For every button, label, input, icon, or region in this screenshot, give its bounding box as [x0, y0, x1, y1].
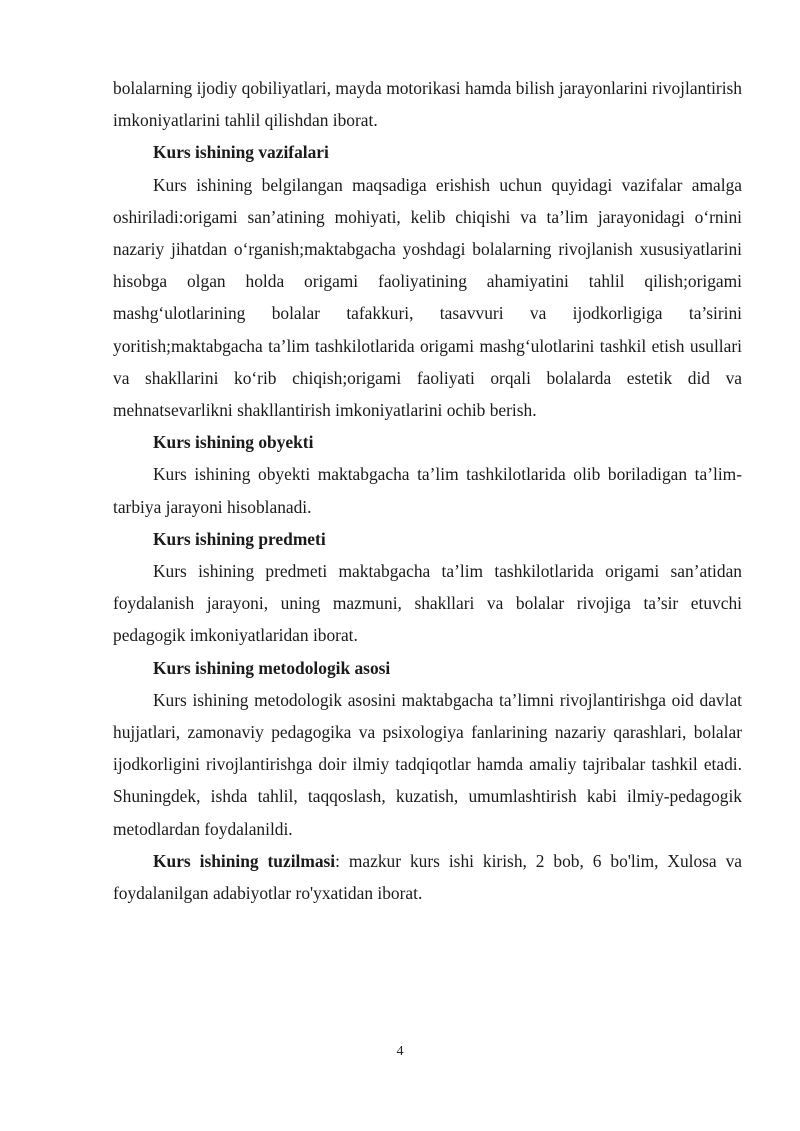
heading-metodologik-asos: Kurs ishining metodologik asosi	[153, 657, 391, 678]
heading-vazifalar: Kurs ishining vazifalari	[153, 142, 329, 163]
paragraph-vazifalar: Kurs ishining belgilangan maqsadiga erishish uchun quyidagi vazifalar amalga oshiriladi:origami san’atining mohiyati, kelib chiqishi va ta’lim jarayonidagi o‘rnini nazariy jihatdan o‘rganish;maktabgacha yoshdagi bolalarning rivojlanish xususiyatlarini hisobga olgan holda origami faoliyatining ahamiyatini tahlil qilish;origami mashg‘ulotlarining bolalar tafakkuri, tasavvuri va ijodkorligiga ta’sirini yoritish;maktabgacha ta’lim tashkilotlarida origami mashg‘ulotlarini tashkil etish usullari va shakllarini ko‘rib chiqish;origami faoliyati orqali bolalarda estetik did va mehnatsevarlikni shakllantirish imkoniyatlarini ochib berish.	[113, 174, 742, 421]
paragraph-predmet: Kurs ishining predmeti maktabgacha ta’lim tashkilotlarida origami san’atidan foydalanish jarayoni, uning mazmuni, shakllari va bolalar rivojiga ta’sir etuvchi pedagogik imkoniyatlaridan iborat.	[113, 561, 742, 646]
heading-predmet: Kurs ishining predmeti	[153, 528, 326, 549]
page-number: 4	[396, 1044, 404, 1059]
paragraph-intro: bolalarning ijodiy qobiliyatlari, mayda motorikasi hamda bilish jarayonlarini rivojlantirish imkoniyatlarini tahlil qilishdan iborat.	[113, 78, 742, 131]
heading-obyekt: Kurs ishining obyekti	[153, 432, 314, 453]
heading-tuzilma: Kurs ishining tuzilmasi	[153, 850, 336, 871]
paragraph-metodologik-asos: Kurs ishining metodologik asosini maktabgacha ta’limni rivojlantirishga oid davlat hujjatlari, zamonaviy pedagogika va psixologiya fanlarining nazariy qarashlari, bolalar ijodkorligini rivojlantirishga doir ilmiy tadqiqotlar hamda amaliy tajribalar tashkil etadi. Shuningdek, ishda tahlil, taqqoslash, kuzatish, umumlashtirish kabi ilmiy-pedagogik metodlardan foydalanildi.	[113, 689, 742, 839]
paragraph-tuzilma	[113, 845, 742, 909]
paragraph-obyekt: Kurs ishining obyekti maktabgacha ta’lim tashkilotlarida olib boriladigan ta’lim-tarbiya jarayoni hisoblanadi.	[113, 464, 742, 517]
paragraph-tuzilma-text: : mazkur kurs ishi kirish, 2 bob, 6 bo'lim, Xulosa va foydalanilgan adabiyotlar ro'yxatidan iborat.	[113, 850, 742, 904]
document-body	[113, 72, 742, 909]
